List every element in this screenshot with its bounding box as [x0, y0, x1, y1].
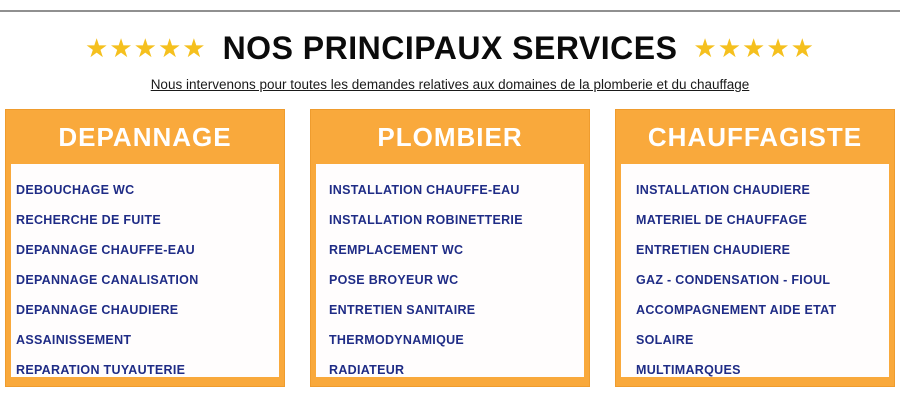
service-item[interactable]: ASSAINISSEMENT — [16, 333, 132, 347]
service-item[interactable]: REPARATION TUYAUTERIE — [16, 363, 186, 377]
star-icon: ★ — [693, 33, 718, 63]
service-item[interactable]: DEPANNAGE CANALISATION — [16, 273, 199, 287]
service-item[interactable]: MATERIEL DE CHAUFFAGE — [636, 213, 808, 227]
service-item[interactable]: INSTALLATION ROBINETTERIE — [329, 213, 523, 227]
star-icon: ★ — [790, 33, 815, 63]
star-rating-right — [693, 35, 815, 61]
star-icon: ★ — [742, 33, 767, 63]
column-title-plombier: PLOMBIER — [377, 122, 523, 152]
star-icon: ★ — [85, 33, 110, 63]
service-item[interactable]: DEPANNAGE CHAUFFE-EAU — [16, 243, 195, 257]
star-icon: ★ — [157, 33, 183, 63]
service-item[interactable]: DEBOUCHAGE WC — [16, 183, 135, 197]
service-item[interactable]: GAZ - CONDENSATION - FIOUL — [636, 273, 831, 287]
service-list-plombier — [316, 164, 584, 377]
service-column-chauffagiste — [615, 109, 895, 387]
star-icon: ★ — [182, 33, 207, 63]
star-icon: ★ — [133, 33, 158, 63]
service-item[interactable]: RECHERCHE DE FUITE — [16, 213, 161, 227]
star-icon: ★ — [109, 33, 134, 63]
service-item[interactable]: REMPLACEMENT WC — [329, 243, 464, 257]
services-header — [0, 27, 900, 92]
page-title: NOS PRINCIPAUX SERVICES — [222, 29, 678, 66]
service-item[interactable]: POSE BROYEUR WC — [329, 273, 459, 287]
service-list-chauffagiste — [621, 164, 889, 377]
column-title-chauffagiste: CHAUFFAGISTE — [647, 122, 863, 152]
star-rating-left — [85, 35, 207, 61]
service-item[interactable]: THERMODYNAMIQUE — [329, 333, 465, 347]
service-item[interactable]: ACCOMPAGNEMENT AIDE ETAT — [636, 303, 837, 317]
service-item[interactable]: INSTALLATION CHAUFFE-EAU — [329, 183, 520, 197]
service-column-depannage — [5, 109, 285, 387]
service-item[interactable]: SOLAIRE — [636, 333, 694, 347]
column-title-depannage: DEPANNAGE — [58, 122, 232, 152]
page-subtitle-text: Nous intervenons pour toutes les demandes relatives aux domaines de la plomberie et du chauffage — [150, 77, 750, 92]
star-icon: ★ — [766, 33, 791, 63]
title-row — [0, 27, 900, 69]
service-item[interactable]: DEPANNAGE CHAUDIERE — [16, 303, 179, 317]
service-item[interactable]: MULTIMARQUES — [636, 363, 741, 377]
services-columns — [0, 109, 900, 387]
service-item[interactable]: ENTRETIEN CHAUDIERE — [636, 243, 791, 257]
page-subtitle — [0, 77, 900, 92]
service-list-depannage — [11, 164, 279, 377]
service-item[interactable]: RADIATEUR — [329, 363, 405, 377]
service-column-plombier — [310, 109, 590, 387]
star-icon: ★ — [717, 33, 743, 63]
service-item[interactable]: ENTRETIEN SANITAIRE — [329, 303, 476, 317]
top-divider — [0, 10, 900, 12]
service-item[interactable]: INSTALLATION CHAUDIERE — [636, 183, 811, 197]
